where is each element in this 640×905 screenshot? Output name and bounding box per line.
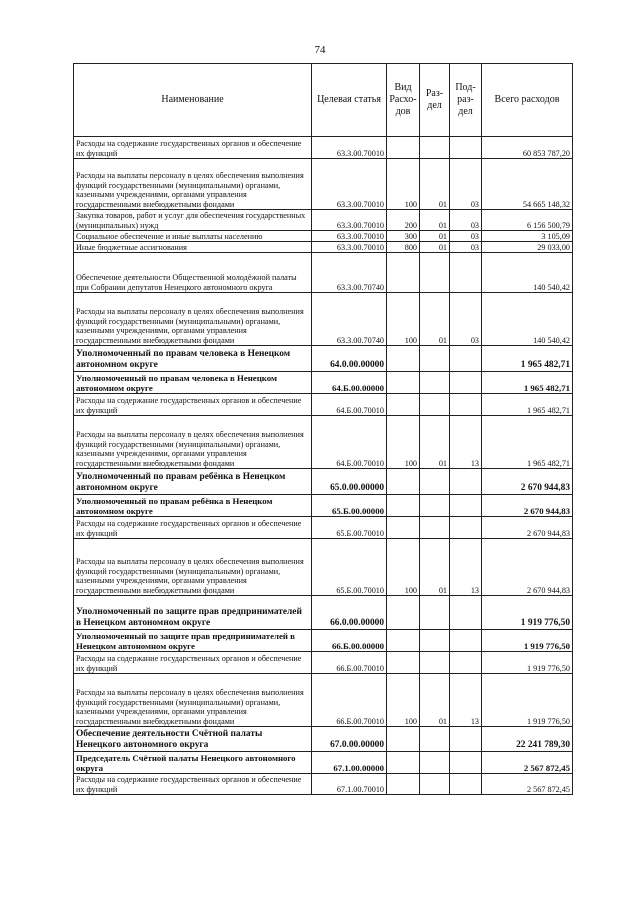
- cell-name: Расходы на выплаты персоналу в целях обеспечения выполнения функций государственными (муниципальными) органами, казенными учреждениями, органами управления государственными внебюджетными фондами: [74, 159, 312, 210]
- cell-subsection: [450, 495, 482, 517]
- table-row: [74, 652, 573, 674]
- cell-name: Расходы на выплаты персоналу в целях обеспечения выполнения функций государственными (муниципальными) органами, казенными учреждениями, органами управления государственными внебюджетными фондами: [74, 539, 312, 596]
- cell-section: [420, 596, 450, 630]
- cell-total: 6 156 500,79: [482, 210, 573, 231]
- cell-code: 64.Б.00.00000: [312, 372, 387, 394]
- cell-total: 1 919 776,50: [482, 630, 573, 652]
- cell-code: 66.0.00.00000: [312, 596, 387, 630]
- cell-total: 2 670 944,83: [482, 469, 573, 495]
- page-number: 74: [314, 44, 326, 56]
- cell-expense-type: [387, 469, 420, 495]
- table-row: [74, 159, 573, 210]
- cell-subsection: 03: [450, 293, 482, 346]
- table-row: [74, 242, 573, 253]
- cell-subsection: [450, 774, 482, 795]
- cell-code: 67.1.00.70010: [312, 774, 387, 795]
- cell-expense-type: [387, 727, 420, 752]
- cell-section: 01: [420, 416, 450, 469]
- cell-expense-type: 300: [387, 231, 420, 242]
- cell-expense-type: [387, 752, 420, 774]
- cell-name: Уполномоченный по правам ребёнка в Ненецком автономном округе: [74, 469, 312, 495]
- cell-code: 63.3.00.70010: [312, 210, 387, 231]
- cell-expense-type: [387, 774, 420, 795]
- cell-total: 3 105,09: [482, 231, 573, 242]
- cell-expense-type: [387, 495, 420, 517]
- cell-section: 01: [420, 231, 450, 242]
- cell-total: 1 965 482,71: [482, 416, 573, 469]
- cell-code: 65.Б.00.70010: [312, 539, 387, 596]
- cell-name: Расходы на содержание государственных органов и обеспечение их функций: [74, 774, 312, 795]
- cell-total: 1 919 776,50: [482, 674, 573, 727]
- table-row: [74, 346, 573, 372]
- cell-section: [420, 652, 450, 674]
- cell-total: 140 540,42: [482, 293, 573, 346]
- cell-expense-type: 100: [387, 159, 420, 210]
- table-body: [74, 137, 573, 795]
- cell-total: 29 033,00: [482, 242, 573, 253]
- cell-code: 66.Б.00.70010: [312, 674, 387, 727]
- cell-subsection: [450, 652, 482, 674]
- cell-name: Уполномоченный по правам ребёнка в Ненецком автономном округе: [74, 495, 312, 517]
- cell-expense-type: 100: [387, 293, 420, 346]
- cell-subsection: [450, 253, 482, 293]
- cell-expense-type: [387, 517, 420, 539]
- cell-code: 65.Б.00.70010: [312, 517, 387, 539]
- cell-name: Расходы на содержание государственных органов и обеспечение их функций: [74, 517, 312, 539]
- cell-subsection: 13: [450, 674, 482, 727]
- table-row: [74, 416, 573, 469]
- cell-code: 63.3.00.70740: [312, 293, 387, 346]
- cell-total: 2 567 872,45: [482, 752, 573, 774]
- cell-expense-type: 100: [387, 674, 420, 727]
- cell-subsection: 03: [450, 210, 482, 231]
- cell-section: [420, 630, 450, 652]
- cell-name: Обеспечение деятельности Общественной молодёжной палаты при Собрании депутатов Ненецкого автономного округа: [74, 253, 312, 293]
- header-subsection: Под-раз-дел: [450, 64, 482, 137]
- cell-total: 1 965 482,71: [482, 394, 573, 416]
- cell-total: 54 665 148,32: [482, 159, 573, 210]
- cell-subsection: [450, 469, 482, 495]
- cell-section: 01: [420, 539, 450, 596]
- table-row: [74, 253, 573, 293]
- cell-name: Расходы на выплаты персоналу в целях обеспечения выполнения функций государственными (муниципальными) органами, казенными учреждениями, органами управления государственными внебюджетными фондами: [74, 293, 312, 346]
- cell-subsection: [450, 727, 482, 752]
- cell-section: [420, 727, 450, 752]
- cell-code: 66.Б.00.00000: [312, 630, 387, 652]
- cell-name: Социальное обеспечение и иные выплаты населению: [74, 231, 312, 242]
- cell-total: 1 919 776,50: [482, 596, 573, 630]
- cell-expense-type: 800: [387, 242, 420, 253]
- table-row: [74, 293, 573, 346]
- cell-name: Расходы на содержание государственных органов и обеспечение их функций: [74, 394, 312, 416]
- table-header-row: [74, 64, 573, 137]
- table-row: [74, 774, 573, 795]
- header-code: Целевая статья: [312, 64, 387, 137]
- cell-total: 22 241 789,30: [482, 727, 573, 752]
- table-row: [74, 210, 573, 231]
- budget-table: [73, 63, 573, 795]
- cell-subsection: 03: [450, 242, 482, 253]
- table-row: [74, 394, 573, 416]
- cell-section: 01: [420, 210, 450, 231]
- cell-section: [420, 517, 450, 539]
- cell-expense-type: [387, 346, 420, 372]
- table-row: [74, 517, 573, 539]
- table-row: [74, 469, 573, 495]
- cell-total: 140 540,42: [482, 253, 573, 293]
- cell-subsection: [450, 137, 482, 159]
- cell-section: [420, 346, 450, 372]
- table-row: [74, 727, 573, 752]
- table-row: [74, 231, 573, 242]
- table-row: [74, 495, 573, 517]
- cell-total: 2 670 944,83: [482, 495, 573, 517]
- table-row: [74, 539, 573, 596]
- cell-code: 65.Б.00.00000: [312, 495, 387, 517]
- table-row: [74, 674, 573, 727]
- table-row: [74, 137, 573, 159]
- cell-subsection: [450, 630, 482, 652]
- cell-expense-type: [387, 253, 420, 293]
- table-row: [74, 630, 573, 652]
- cell-section: 01: [420, 242, 450, 253]
- header-expense-type: Вид Расхо-дов: [387, 64, 420, 137]
- cell-code: 63.3.00.70740: [312, 253, 387, 293]
- cell-code: 67.1.00.00000: [312, 752, 387, 774]
- cell-name: Уполномоченный по защите прав предпринимателей в Ненецком автономном округе: [74, 630, 312, 652]
- cell-section: [420, 394, 450, 416]
- cell-subsection: 13: [450, 416, 482, 469]
- cell-code: 64.Б.00.70010: [312, 394, 387, 416]
- cell-name: Уполномоченный по правам человека в Ненецком автономном округе: [74, 372, 312, 394]
- cell-expense-type: 100: [387, 416, 420, 469]
- cell-expense-type: [387, 630, 420, 652]
- cell-subsection: [450, 596, 482, 630]
- cell-section: [420, 253, 450, 293]
- cell-name: Расходы на выплаты персоналу в целях обеспечения выполнения функций государственными (муниципальными) органами, казенными учреждениями, органами управления государственными внебюджетными фондами: [74, 416, 312, 469]
- cell-name: Уполномоченный по защите прав предпринимателей в Ненецком автономном округе: [74, 596, 312, 630]
- cell-section: [420, 495, 450, 517]
- cell-total: 1 965 482,71: [482, 372, 573, 394]
- header-section: Раз-дел: [420, 64, 450, 137]
- cell-code: 66.Б.00.70010: [312, 652, 387, 674]
- table-row: [74, 372, 573, 394]
- cell-name: Расходы на содержание государственных органов и обеспечение их функций: [74, 652, 312, 674]
- cell-total: 1 965 482,71: [482, 346, 573, 372]
- cell-subsection: [450, 517, 482, 539]
- cell-code: 63.3.00.70010: [312, 159, 387, 210]
- cell-section: [420, 469, 450, 495]
- cell-total: 1 919 776,50: [482, 652, 573, 674]
- cell-section: 01: [420, 293, 450, 346]
- cell-code: 63.3.00.70010: [312, 231, 387, 242]
- cell-code: 64.Б.00.70010: [312, 416, 387, 469]
- cell-section: 01: [420, 674, 450, 727]
- header-total: Всего расходов: [482, 64, 573, 137]
- cell-total: 2 567 872,45: [482, 774, 573, 795]
- cell-code: 63.3.00.70010: [312, 242, 387, 253]
- cell-subsection: [450, 346, 482, 372]
- table-row: [74, 752, 573, 774]
- cell-subsection: [450, 394, 482, 416]
- cell-expense-type: [387, 652, 420, 674]
- cell-code: 63.3.00.70010: [312, 137, 387, 159]
- cell-name: Расходы на содержание государственных органов и обеспечение их функций: [74, 137, 312, 159]
- cell-subsection: [450, 752, 482, 774]
- cell-expense-type: 100: [387, 539, 420, 596]
- cell-subsection: 03: [450, 231, 482, 242]
- cell-section: [420, 752, 450, 774]
- cell-section: [420, 137, 450, 159]
- cell-total: 2 670 944,83: [482, 539, 573, 596]
- cell-section: [420, 774, 450, 795]
- cell-name: Закупка товаров, работ и услуг для обеспечения государственных (муниципальных) нужд: [74, 210, 312, 231]
- cell-name: Расходы на выплаты персоналу в целях обеспечения выполнения функций государственными (муниципальными) органами, казенными учреждениями, органами управления государственными внебюджетными фондами: [74, 674, 312, 727]
- cell-expense-type: [387, 137, 420, 159]
- cell-code: 65.0.00.00000: [312, 469, 387, 495]
- cell-expense-type: [387, 372, 420, 394]
- cell-total: 60 853 787,20: [482, 137, 573, 159]
- header-name: Наименование: [74, 64, 312, 137]
- cell-name: Обеспечение деятельности Счётной палаты Ненецкого автономного округа: [74, 727, 312, 752]
- cell-name: Председатель Счётной палаты Ненецкого автономного округа: [74, 752, 312, 774]
- cell-name: Уполномоченный по правам человека в Ненецком автономном округе: [74, 346, 312, 372]
- cell-expense-type: [387, 596, 420, 630]
- cell-subsection: 03: [450, 159, 482, 210]
- cell-expense-type: [387, 394, 420, 416]
- cell-name: Иные бюджетные ассигнования: [74, 242, 312, 253]
- cell-subsection: 13: [450, 539, 482, 596]
- cell-code: 67.0.00.00000: [312, 727, 387, 752]
- cell-subsection: [450, 372, 482, 394]
- cell-code: 64.0.00.00000: [312, 346, 387, 372]
- cell-section: 01: [420, 159, 450, 210]
- cell-total: 2 670 944,83: [482, 517, 573, 539]
- cell-section: [420, 372, 450, 394]
- cell-expense-type: 200: [387, 210, 420, 231]
- table-row: [74, 596, 573, 630]
